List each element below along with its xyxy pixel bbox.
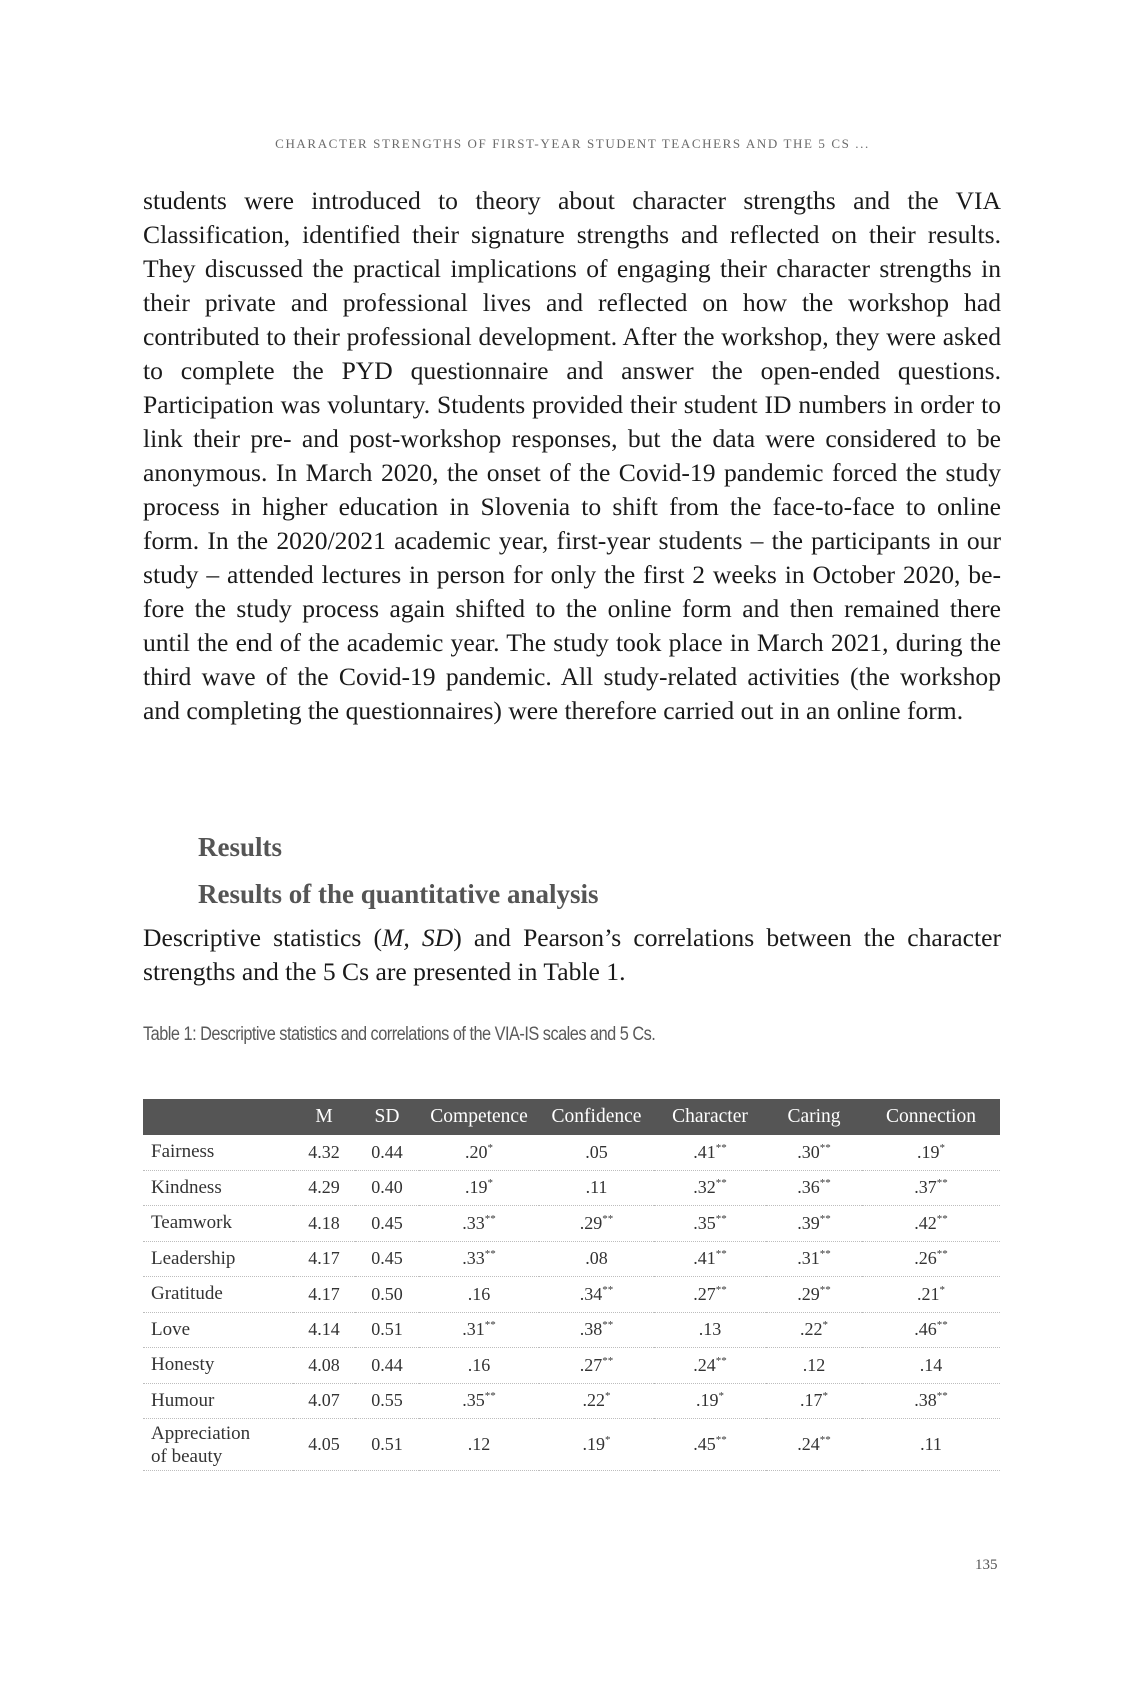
- table-cell: 4.32: [293, 1135, 355, 1170]
- table-cell: .34**: [539, 1277, 654, 1313]
- table-cell: .11: [539, 1170, 654, 1206]
- column-header: Confidence: [539, 1099, 654, 1135]
- table-cell: .13: [654, 1312, 766, 1348]
- heading-quantitative-analysis: Results of the quantitative analysis: [198, 879, 599, 909]
- table-cell: 0.55: [355, 1383, 419, 1419]
- table-cell: .27**: [654, 1277, 766, 1313]
- table-cell: .19*: [539, 1419, 654, 1471]
- column-header: Competence: [419, 1099, 539, 1135]
- table-cell: .31**: [419, 1312, 539, 1348]
- table-row: [143, 1277, 1000, 1313]
- column-header: Character: [654, 1099, 766, 1135]
- column-header: Connection: [862, 1099, 1000, 1135]
- table-cell: 0.51: [355, 1419, 419, 1471]
- table-cell: .30**: [766, 1135, 862, 1170]
- row-label: Gratitude: [143, 1277, 293, 1313]
- table-cell: 0.40: [355, 1170, 419, 1206]
- table-cell: .17*: [766, 1383, 862, 1419]
- table-cell: .22*: [766, 1312, 862, 1348]
- table-cell: 4.05: [293, 1419, 355, 1471]
- table-cell: .35**: [419, 1383, 539, 1419]
- row-label: Love: [143, 1312, 293, 1348]
- table-cell: .33**: [419, 1206, 539, 1242]
- column-header: Caring: [766, 1099, 862, 1135]
- table-cell: .37**: [862, 1170, 1000, 1206]
- table-intro-paragraph: [143, 921, 1001, 989]
- table-cell: 0.45: [355, 1206, 419, 1242]
- intro-before: Descriptive statistics (: [143, 923, 383, 952]
- running-head: CHARACTER STRENGTHS OF FIRST-YEAR STUDENT TEACHERS AND THE 5 CS ...: [275, 136, 870, 151]
- table-cell: .16: [419, 1277, 539, 1313]
- table-cell: 4.14: [293, 1312, 355, 1348]
- heading-results: Results: [198, 832, 283, 862]
- page-number: 135: [975, 1557, 998, 1573]
- table-row: [143, 1383, 1000, 1419]
- table-cell: .46**: [862, 1312, 1000, 1348]
- table-cell: .16: [419, 1348, 539, 1384]
- table-row: [143, 1419, 1000, 1471]
- table-cell: .29**: [766, 1277, 862, 1313]
- table-cell: .31**: [766, 1241, 862, 1277]
- table-row: [143, 1206, 1000, 1242]
- table-cell: .26**: [862, 1241, 1000, 1277]
- table-cell: 4.07: [293, 1383, 355, 1419]
- table-cell: 0.50: [355, 1277, 419, 1313]
- descriptive-stats-table: [143, 1099, 1000, 1471]
- table-cell: .29**: [539, 1206, 654, 1242]
- table-cell: .42**: [862, 1206, 1000, 1242]
- table-cell: 4.08: [293, 1348, 355, 1384]
- row-label: Leadership: [143, 1241, 293, 1277]
- table-cell: .11: [862, 1419, 1000, 1471]
- table-cell: .35**: [654, 1206, 766, 1242]
- table-cell: .32**: [654, 1170, 766, 1206]
- table-cell: .33**: [419, 1241, 539, 1277]
- table-cell: .19*: [419, 1170, 539, 1206]
- table-cell: .08: [539, 1241, 654, 1277]
- intro-italic: M, SD: [382, 923, 454, 952]
- body-paragraph: students were introduced to theory about character strengths and the VIA Classification, identified their signature strengths and reflected on their results. They discussed the practical implications of engaging their character strengths in their private and professional lives and reflected on how the workshop had contributed to their professional development. After the workshop, they were asked to complete the PYD questionnaire and answer the open-ended questions. Participation was voluntary. Students provided their student ID numbers in order to link their pre- and post-workshop responses, but the data were considered to be anonymous. In March 2020, the onset of the Covid-19 pandemic forced the study process in higher education in Slovenia to shift from the face-to-face to online form. In the 2020/2021 academic year, first-year students – the participants in our study – attended lectures in person for only the first 2 weeks in October 2020, before the study process again shifted to the online form and then remained there until the end of the academic year. The study took place in March 2021, during the third wave of the Covid-19 pandemic. All study-related activities (the workshop and completing the questionnaires) were therefore carried out in an online form.: [143, 186, 1001, 725]
- table-row: [143, 1348, 1000, 1384]
- table-cell: .22*: [539, 1383, 654, 1419]
- table-cell: .45**: [654, 1419, 766, 1471]
- table-cell: .12: [419, 1419, 539, 1471]
- table-cell: 4.17: [293, 1277, 355, 1313]
- table-cell: .36**: [766, 1170, 862, 1206]
- table-cell: .41**: [654, 1135, 766, 1170]
- table-cell: .38**: [862, 1383, 1000, 1419]
- table-cell: .39**: [766, 1206, 862, 1242]
- table-cell: .20*: [419, 1135, 539, 1170]
- row-label: Fairness: [143, 1135, 293, 1170]
- table-cell: .27**: [539, 1348, 654, 1384]
- table-cell: .24**: [654, 1348, 766, 1384]
- table-cell: 0.44: [355, 1135, 419, 1170]
- table-row: [143, 1170, 1000, 1206]
- table-cell: .12: [766, 1348, 862, 1384]
- table-cell: 0.44: [355, 1348, 419, 1384]
- row-label: Teamwork: [143, 1206, 293, 1242]
- column-header: M: [293, 1099, 355, 1135]
- table-cell: .19*: [862, 1135, 1000, 1170]
- table-body: [143, 1135, 1000, 1471]
- table-cell: 4.18: [293, 1206, 355, 1242]
- row-label: Honesty: [143, 1348, 293, 1384]
- table-cell: .24**: [766, 1419, 862, 1471]
- column-header: [143, 1099, 293, 1135]
- table-row: [143, 1135, 1000, 1170]
- table-row: [143, 1312, 1000, 1348]
- column-header: SD: [355, 1099, 419, 1135]
- table-cell: 0.51: [355, 1312, 419, 1348]
- table-cell: .21*: [862, 1277, 1000, 1313]
- table-cell: 4.29: [293, 1170, 355, 1206]
- table-cell: .19*: [654, 1383, 766, 1419]
- table-header-row: [143, 1099, 1000, 1135]
- table-row: [143, 1241, 1000, 1277]
- table-caption: Table 1: Descriptive statistics and correlations of the VIA-IS scales and 5 Cs.: [143, 1024, 656, 1045]
- table-cell: .41**: [654, 1241, 766, 1277]
- row-label: Appreciation of beauty: [143, 1419, 293, 1471]
- intro-after: ) and Pearson’s correlations between the character strengths and the 5 Cs are presented in Table 1.: [143, 923, 1001, 986]
- table-cell: .05: [539, 1135, 654, 1170]
- row-label: Kindness: [143, 1170, 293, 1206]
- table-cell: 0.45: [355, 1241, 419, 1277]
- table-cell: .14: [862, 1348, 1000, 1384]
- table-cell: .38**: [539, 1312, 654, 1348]
- table-cell: 4.17: [293, 1241, 355, 1277]
- row-label: Humour: [143, 1383, 293, 1419]
